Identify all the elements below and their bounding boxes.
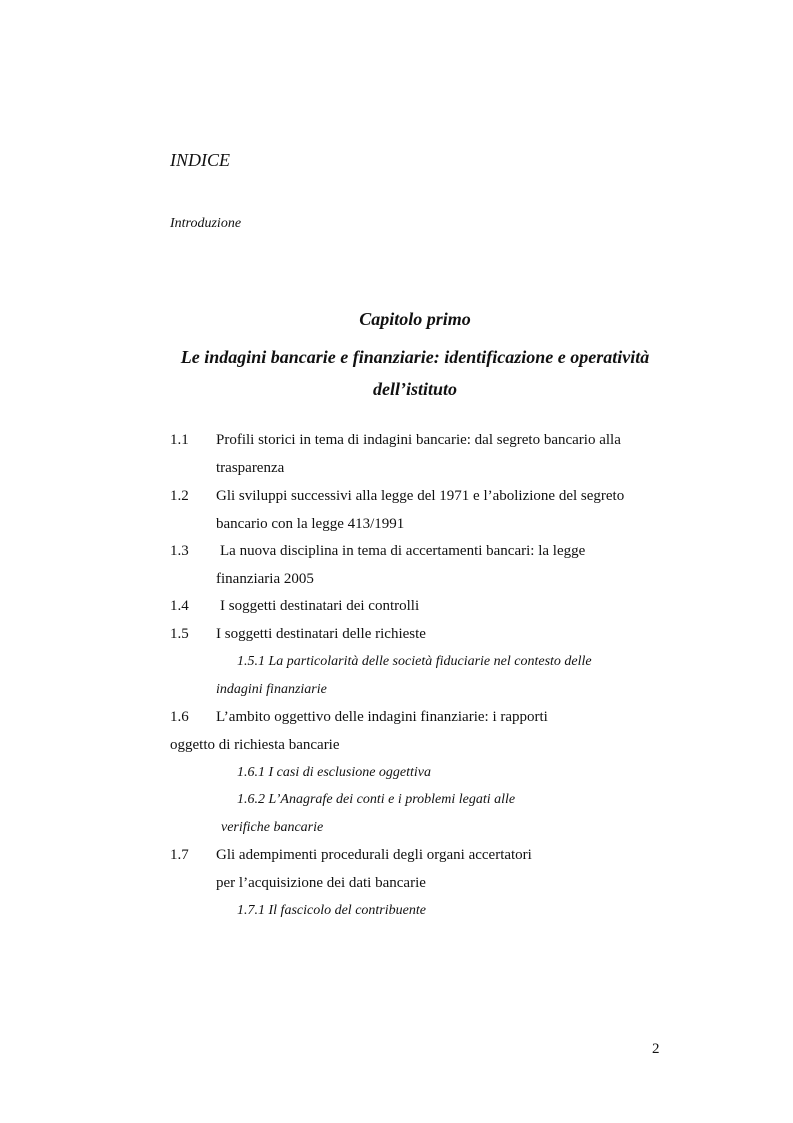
toc-entry-1-4: I soggetti destinatari dei controlli (220, 598, 420, 614)
toc-entry-1-5: I soggetti destinatari delle richieste (216, 626, 426, 642)
page-number: 2 (652, 1041, 660, 1057)
chapter-label: Capitolo primo (359, 309, 471, 329)
toc-number-1-2: 1.2 (170, 488, 189, 504)
toc-entry-1-3-line1: La nuova disciplina in tema di accertamenti bancari: la legge (220, 543, 586, 559)
toc-entry-1-7-line1: Gli adempimenti procedurali degli organi accertatori (216, 847, 532, 863)
toc-number-1-1: 1.1 (170, 432, 189, 448)
toc-entry-1-1-line1: Profili storici in tema di indagini bancarie: dal segreto bancario alla (216, 432, 621, 448)
introduction-entry: Introduzione (170, 216, 242, 231)
toc-sub-1-6-1: 1.6.1 I casi di esclusione oggettiva (237, 765, 432, 780)
toc-entry-1-2-line1: Gli sviluppi successivi alla legge del 1971 e l’abolizione del segreto (216, 488, 625, 504)
toc-sub-1-5-1-line2: indagini finanziarie (216, 682, 327, 697)
toc-entry-1-6-line2: oggetto di richiesta bancarie (170, 737, 340, 753)
toc-sub-1-6-2-line2: verifiche bancarie (221, 820, 324, 835)
toc-number-1-6: 1.6 (170, 709, 189, 725)
toc-entry-1-1-line2: trasparenza (216, 460, 285, 476)
index-heading: INDICE (170, 150, 230, 170)
toc-sub-1-7-1: 1.7.1 Il fascicolo del contribuente (237, 903, 426, 918)
toc-sub-1-6-2-line1: 1.6.2 L’Anagrafe dei conti e i problemi legati alle (237, 792, 516, 807)
toc-entry-1-2-line2: bancario con la legge 413/1991 (216, 516, 405, 532)
toc-entry-1-6-line1: L’ambito oggettivo delle indagini finanziarie: i rapporti (216, 709, 548, 725)
toc-sub-1-5-1-line1: 1.5.1 La particolarità delle società fiduciarie nel contesto delle (237, 654, 592, 669)
toc-number-1-3: 1.3 (170, 543, 189, 559)
toc-entry-1-3-line2: finanziaria 2005 (216, 571, 314, 587)
toc-number-1-4: 1.4 (170, 598, 189, 614)
chapter-title: Le indagini bancarie e finanziarie: identificazione e operatività dell’istituto (180, 347, 650, 399)
toc-number-1-5: 1.5 (170, 626, 189, 642)
toc-number-1-7: 1.7 (170, 847, 189, 863)
toc-entry-1-7-line2: per l’acquisizione dei dati bancarie (216, 875, 426, 891)
